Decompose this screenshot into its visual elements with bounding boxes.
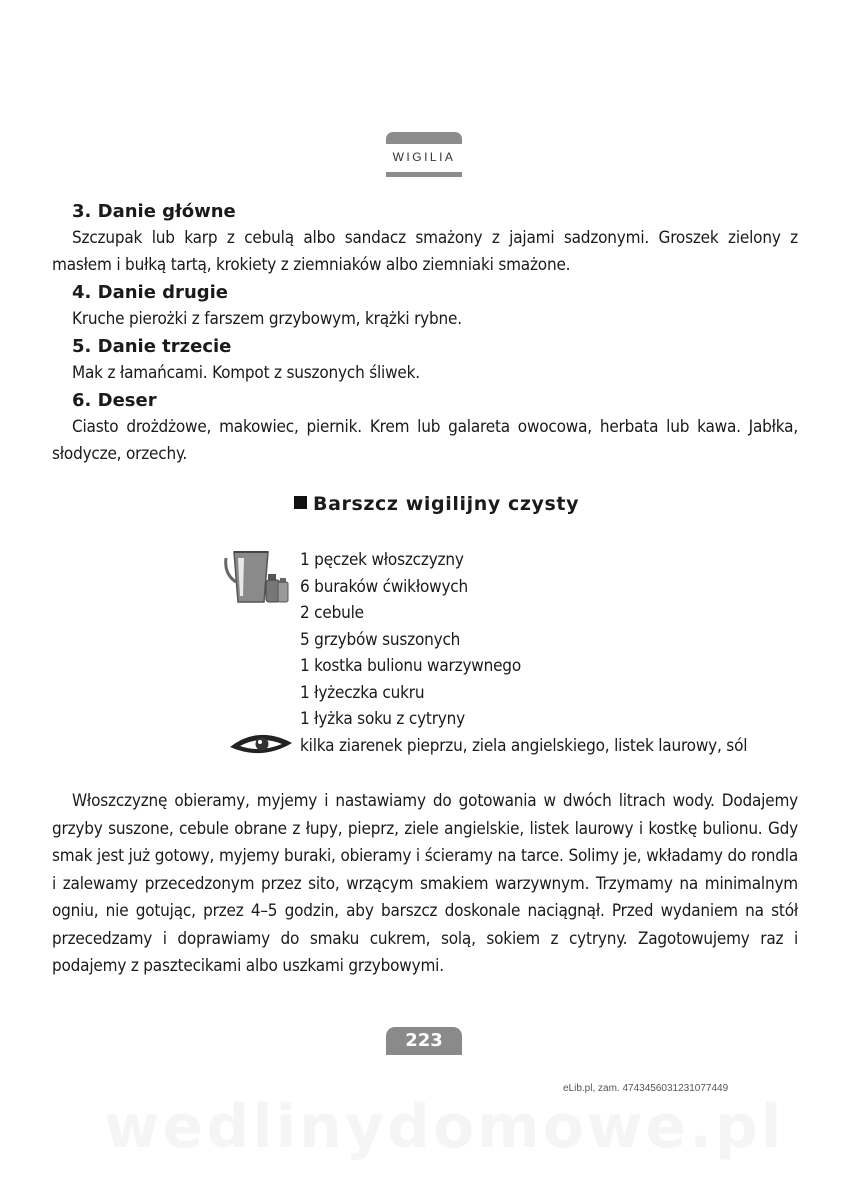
watermark: wedlinydomowe.pl xyxy=(104,1092,785,1162)
course-title: 5. Danie trzecie xyxy=(72,336,232,357)
recipe-title: Barszcz wigilijny czysty xyxy=(313,493,580,515)
course-title: 3. Danie główne xyxy=(72,201,236,222)
square-bullet-icon xyxy=(294,496,307,509)
ingredient-item: 5 grzybów suszonych xyxy=(300,629,461,650)
course-text: Mak z łamańcami. Kompot z suszonych śliwek. xyxy=(72,363,420,383)
recipe-instructions: Włoszczyznę obieramy, myjemy i nastawiamy do gotowania w dwóch litrach wody. Dodajemy grzyby suszone, cebule obrane z łupy, pieprz, ziele angielskie, listek laurowy i kostkę bulionu. Gdy smak jest już gotowy, myjemy buraki, obieramy i ścieramy na tarce. Solimy je, wkładamy do rondla i zalewamy przecedzonym przez sito, wrzącym smakiem warzywnym. Trzymamy na minimalnym ogniu, nie gotując, przez 4–5 godzin, aby barszcz doskonale naciągnął. Przed wydaniem na stół przecedzamy i doprawiamy do smaku cukrem, solą, sokiem z cytryny. Zagotowujemy raz i podajemy z pasztecikami albo uszkami grzybowymi. xyxy=(52,791,798,976)
ingredient-item: 1 łyżka soku z cytryny xyxy=(300,709,466,729)
ingredient-item: kilka ziarenek pieprzu, ziela angielskiego, listek laurowy, sól xyxy=(300,735,748,756)
course-text: Szczupak lub karp z cebulą albo sandacz smażony z jajami sadzonymi. Groszek zielony z masłem i bułką tartą, krokiety z ziemniaków albo ziemniaki smażone. xyxy=(52,228,798,275)
ingredients-list xyxy=(300,547,747,759)
ingredient-item: 2 cebule xyxy=(300,603,364,623)
course-text: Ciasto drożdżowe, makowiec, piernik. Krem lub galareta owocowa, herbata lub kawa. Jabłka, słodycze, orzechy. xyxy=(52,417,798,464)
header-tab-top-bar xyxy=(386,132,462,144)
elib-order-note: eLib.pl, zam. 4743456031231077449 xyxy=(563,1083,729,1094)
course-title: 6. Deser xyxy=(72,390,157,411)
section-header-tab xyxy=(386,132,462,180)
ingredient-item: 1 kostka bulionu warzywnego xyxy=(300,656,521,676)
ingredient-item: 6 buraków ćwikłowych xyxy=(300,576,469,597)
recipe-heading xyxy=(294,493,579,515)
eye-icon xyxy=(228,731,294,757)
measuring-jug-icon xyxy=(224,548,294,604)
ingredient-item: 1 łyżeczka cukru xyxy=(300,682,425,703)
header-tab-bottom-bar xyxy=(386,172,462,177)
menu-list xyxy=(52,198,798,468)
section-label: WIGILIA xyxy=(392,150,456,164)
course-text: Kruche pierożki z farszem grzybowym, krążki rybne. xyxy=(72,309,462,329)
ingredient-item: 1 pęczek włoszczyzny xyxy=(300,550,464,570)
page-number: 223 xyxy=(386,1027,462,1055)
course-title: 4. Danie drugie xyxy=(72,282,229,303)
